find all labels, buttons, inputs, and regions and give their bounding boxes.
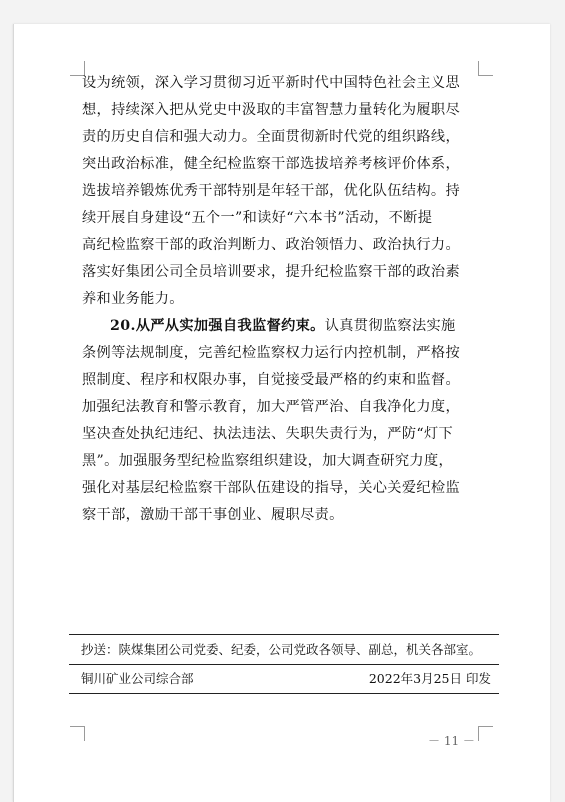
body-line: 加强纪法教育和警示教育，加大严管严治、自我净化力度， — [82, 399, 460, 415]
body-line: 选拔培养锻炼优秀干部特别是年轻干部，优化队伍结构。持 — [82, 183, 460, 199]
document-body — [82, 70, 486, 529]
body-line: 养和业务能力。 — [82, 291, 184, 307]
body-line: 突出政治标准，健全纪检监察干部选拔培养考核评价体系， — [82, 156, 460, 172]
body-line: 想，持续深入把从党史中汲取的丰富智慧力量转化为履职尽 — [82, 102, 460, 118]
section-heading: 20.从严从实加强自我监督约束。 — [110, 318, 325, 334]
page-number: － 11 － — [428, 734, 475, 748]
body-line: 高纪检监察干部的政治判断力、政治领悟力、政治执行力。 — [82, 237, 460, 253]
distribution-footer — [69, 634, 499, 694]
body-line: 责的历史自信和强大动力。全面贯彻新时代党的组织路线， — [82, 129, 460, 145]
section-20-first-line — [82, 313, 486, 340]
margin-corner-mark — [70, 726, 85, 741]
body-line: 续开展自身建设“五个一”和读好“六本书”活动，不断提 — [82, 210, 433, 226]
body-line: 照制度、程序和权限办事，自觉接受最严格的约束和监督。 — [82, 372, 460, 388]
margin-corner-mark — [478, 726, 493, 741]
issuer: 铜川矿业公司综合部 — [81, 671, 194, 686]
section-text: 认真贯彻监察法实施 — [324, 318, 456, 334]
body-line: 强化对基层纪检监察干部队伍建设的指导，关心关爱纪检监 — [82, 480, 460, 496]
body-line: 设为统领，深入学习贯彻习近平新时代中国特色社会主义思 — [82, 75, 460, 91]
body-line: 坚决查处执纪违纪、执法违法、失职失责行为，严防“灯下 — [82, 426, 454, 442]
cc-list: 抄送：陕煤集团公司党委、纪委，公司党政各领导、副总，机关各部室。 — [69, 635, 499, 665]
body-line: 条例等法规制度，完善纪检监察权力运行内控机制，严格按 — [82, 345, 460, 361]
document-page — [13, 24, 550, 802]
issue-date: 2022年3月25日 印发 — [368, 671, 491, 686]
body-line: 落实好集团公司全员培训要求，提升纪检监察干部的政治素 — [82, 264, 460, 280]
issue-info — [69, 664, 499, 693]
body-line: 黑”。加强服务型纪检监察组织建设，加大调查研究力度， — [82, 453, 454, 469]
body-line: 察干部，激励干部干事创业、履职尽责。 — [82, 507, 344, 523]
